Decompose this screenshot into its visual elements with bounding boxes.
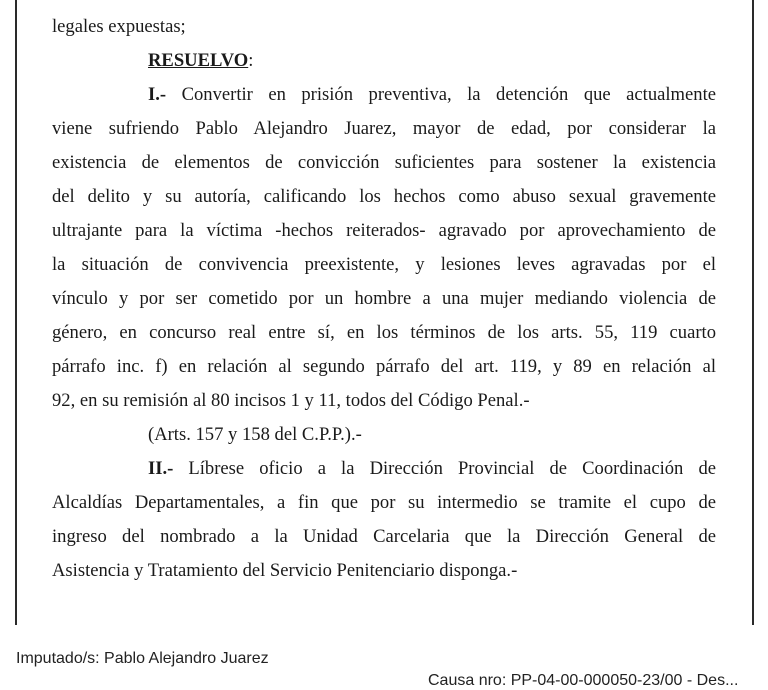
item1-line: existencia de elementos de convicción suficientes para sostener la existencia	[52, 152, 716, 173]
item1-numeral: I.-	[148, 84, 167, 105]
intro-line: legales expuestas;	[52, 16, 186, 37]
item1-line: del delito y su autoría, calificando los hechos como abuso sexual gravemente	[52, 186, 716, 207]
footer-imputado: Imputado/s: Pablo Alejandro Juarez	[16, 650, 269, 667]
item1-first-line	[52, 78, 716, 112]
citation-line: (Arts. 157 y 158 del C.P.P.).-	[148, 424, 362, 445]
footer-case-number: Causa nro: PP-04-00-000050-23/00 - Des...	[428, 672, 739, 689]
item1-line: Convertir en prisión preventiva, la detención que actualmente	[181, 84, 716, 105]
item2-line: Alcaldías Departamentales, a fin que por su intermedio se tramite el cupo de	[52, 492, 716, 513]
left-margin-rule	[15, 0, 17, 625]
item2-line: Líbrese oficio a la Dirección Provincial de Coordinación de	[188, 458, 716, 479]
heading-colon: :	[248, 50, 254, 71]
item2-last-line: Asistencia y Tratamiento del Servicio Penitenciario disponga.-	[52, 560, 518, 581]
resolution-heading: RESUELVO	[148, 50, 249, 71]
item1-line: viene sufriendo Pablo Alejandro Juarez, mayor de edad, por considerar la	[52, 118, 716, 139]
right-margin-rule	[752, 0, 754, 625]
item1-last-line: 92, en su remisión al 80 incisos 1 y 11, todos del Código Penal.-	[52, 390, 530, 411]
item1-line: ultrajante para la víctima -hechos reiterados- agravado por aprovechamiento de	[52, 220, 716, 241]
document-body	[52, 10, 716, 588]
item1-line: la situación de convivencia preexistente, y lesiones leves agravadas por el	[52, 254, 716, 275]
item1-line: género, en concurso real entre sí, en los términos de los arts. 55, 119 cuarto	[52, 322, 716, 343]
resolution-heading-line	[52, 44, 716, 78]
item1-line: vínculo y por ser cometido por un hombre a una mujer mediando violencia de	[52, 288, 716, 309]
item2-first-line	[52, 452, 716, 486]
item2-line: ingreso del nombrado a la Unidad Carcelaria que la Dirección General de	[52, 526, 716, 547]
item2-numeral: II.-	[148, 458, 174, 479]
item1-line: párrafo inc. f) en relación al segundo párrafo del art. 119, y 89 en relación al	[52, 356, 716, 377]
